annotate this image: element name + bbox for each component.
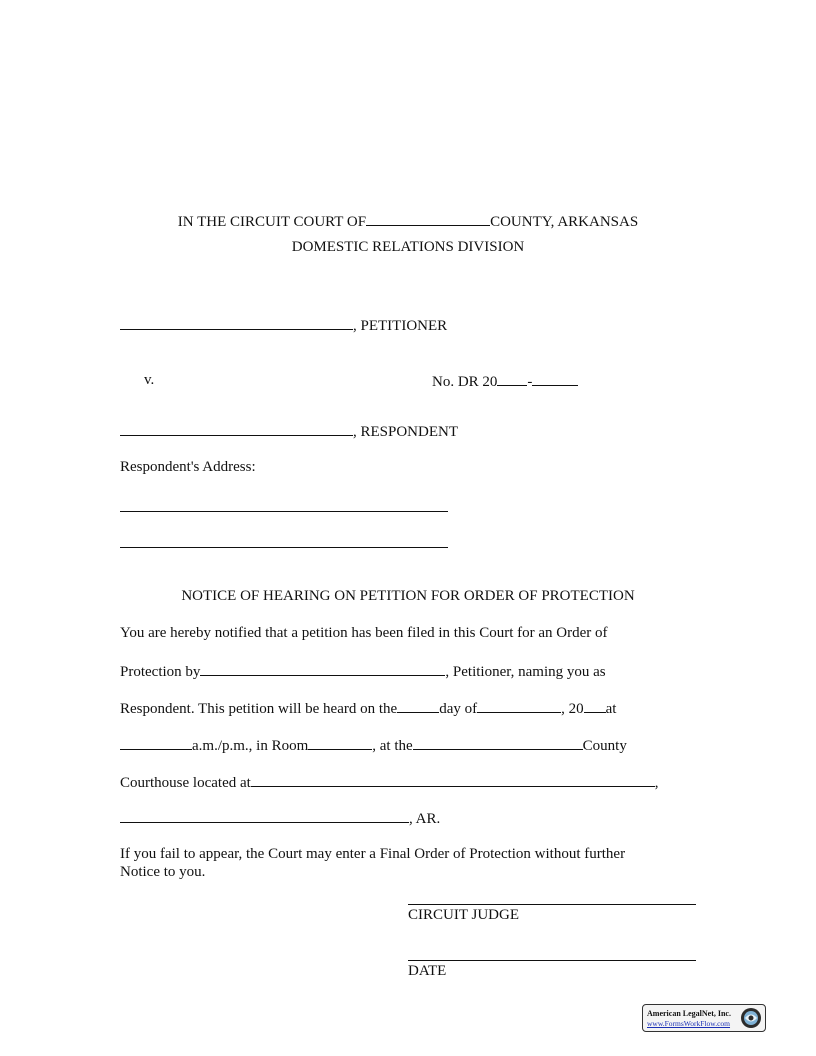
- date-label: DATE: [408, 963, 447, 979]
- respondent-label: , RESPONDENT: [353, 424, 459, 440]
- at-label: at: [605, 701, 617, 717]
- notice-line-5: [120, 772, 659, 792]
- date-signature-line[interactable]: [408, 960, 696, 961]
- address-line-1[interactable]: [120, 511, 448, 512]
- globe-logo-icon: [740, 1007, 762, 1029]
- heard-on-label: Respondent. This petition will be heard on the: [120, 701, 398, 717]
- hearing-day-blank[interactable]: [397, 698, 439, 713]
- petitioner-name-blank[interactable]: [120, 315, 353, 330]
- comma-label: ,: [654, 775, 659, 791]
- badge-company: American LegalNet, Inc.: [647, 1009, 731, 1018]
- petitioner-line: [120, 315, 447, 335]
- courthouse-located-label: Courthouse located at: [120, 775, 251, 791]
- forms-workflow-badge[interactable]: [642, 1004, 766, 1032]
- courthouse-county-blank[interactable]: [413, 735, 583, 750]
- notice-line-4: [120, 735, 627, 755]
- year-prefix-label: , 20: [561, 701, 584, 717]
- hearing-month-blank[interactable]: [477, 698, 561, 713]
- case-seq-blank[interactable]: [532, 371, 578, 386]
- hearing-year-blank[interactable]: [584, 698, 606, 713]
- protection-by-label: Protection by: [120, 664, 201, 680]
- versus-label: v.: [144, 372, 155, 388]
- warning-line-2: Notice to you.: [120, 864, 206, 880]
- notice-line-6: [120, 808, 440, 828]
- notice-line-3: [120, 698, 616, 718]
- case-number-prefix: No. DR 20: [432, 374, 498, 390]
- case-number-dash: -: [527, 374, 533, 390]
- judge-signature-line[interactable]: [408, 904, 696, 905]
- court-heading-prefix: IN THE CIRCUIT COURT OF: [177, 214, 367, 230]
- naming-you-label: , Petitioner, naming you as: [445, 664, 606, 680]
- petitioner-name-blank-2[interactable]: [200, 661, 445, 676]
- address-line-2[interactable]: [120, 547, 448, 548]
- day-of-label: day of: [439, 701, 478, 717]
- state-label: , AR.: [409, 811, 441, 827]
- court-heading-suffix: COUNTY, ARKANSAS: [490, 214, 639, 230]
- courthouse-city-blank[interactable]: [120, 808, 409, 823]
- notice-line-2: [120, 661, 606, 681]
- petitioner-label: , PETITIONER: [353, 318, 448, 334]
- room-label: a.m./p.m., in Room: [192, 738, 309, 754]
- at-the-label: , at the: [372, 738, 413, 754]
- courthouse-address-blank[interactable]: [251, 772, 655, 787]
- case-number: [432, 371, 578, 391]
- county-label: County: [582, 738, 627, 754]
- respondent-line: [120, 421, 458, 441]
- notice-title: NOTICE OF HEARING ON PETITION FOR ORDER OF PROTECTION: [181, 588, 635, 604]
- respondent-name-blank[interactable]: [120, 421, 353, 436]
- address-label: Respondent's Address:: [120, 459, 256, 475]
- court-heading: [0, 211, 816, 231]
- division-heading: DOMESTIC RELATIONS DIVISION: [291, 239, 525, 255]
- warning-line-1: If you fail to appear, the Court may enter a Final Order of Protection without further: [120, 846, 626, 862]
- judge-label: CIRCUIT JUDGE: [408, 907, 519, 923]
- notice-line-1: You are hereby notified that a petition has been filed in this Court for an Order of: [120, 625, 608, 641]
- room-number-blank[interactable]: [308, 735, 372, 750]
- county-blank[interactable]: [366, 211, 490, 226]
- badge-website-link[interactable]: www.FormsWorkFlow.com: [647, 1019, 731, 1028]
- hearing-time-blank[interactable]: [120, 735, 192, 750]
- case-year-blank[interactable]: [497, 371, 527, 386]
